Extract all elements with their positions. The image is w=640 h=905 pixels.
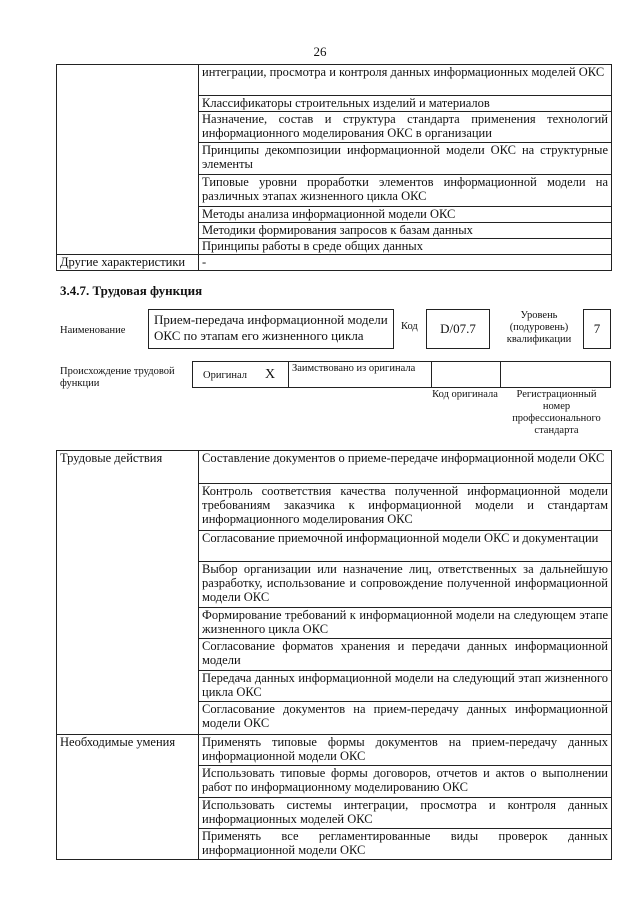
original-label: Оригинал <box>203 370 247 381</box>
table-row: Классификаторы строительных изделий и материалов <box>199 96 612 112</box>
table-row: Методы анализа информационной модели ОКС <box>199 207 612 223</box>
name-label: Наименование <box>60 325 126 336</box>
origin-label: Происхождение трудовой функции <box>60 366 175 389</box>
labor-actions-label: Трудовые действия <box>57 451 199 735</box>
other-characteristics-label: Другие характеристики <box>57 255 199 271</box>
knowledge-table <box>56 64 612 271</box>
table-row: Использовать системы интеграции, просмотра и контроля данных информационных моделей ОКС <box>199 798 612 829</box>
table-row: Назначение, состав и структура стандарта применения технологий информационного моделирования ОКС в организации <box>199 112 612 143</box>
divider <box>431 362 432 387</box>
table-row: Применять типовые формы документов на прием-передачу данных информационной модели ОКС <box>199 735 612 766</box>
original-mark: X <box>265 367 276 382</box>
origin-grid <box>192 361 611 388</box>
table-row: Формирование требований к информационной модели на следующем этапе жизненного цикла ОКС <box>199 608 612 639</box>
table-row: Применять все регламентированные виды проверок данных информационной модели ОКС <box>199 829 612 860</box>
level-label: Уровень (подуровень) квалификации <box>506 310 572 345</box>
reg-number-label: Регистрационный номер профессионального стандарта <box>512 389 601 436</box>
table-label-cell-empty <box>57 65 199 255</box>
code-label: Код <box>401 321 418 332</box>
code-box <box>426 309 490 349</box>
table-row: Методики формирования запросов к базам данных <box>199 223 612 239</box>
table-row: Типовые уровни проработки элементов информационной модели на различных этапах жизненного цикла ОКС <box>199 175 612 207</box>
page-number: 26 <box>313 44 327 59</box>
table-row: Использовать типовые формы договоров, отчетов и актов о выполнении работ по информационному моделированию ОКС <box>199 766 612 798</box>
table-row: Принципы декомпозиции информационной модели ОКС на структурные элементы <box>199 143 612 175</box>
table-row: Контроль соответствия качества полученной информационной модели требованиям заказчика к информационной модели и стандартам информационного моделирования ОКС <box>199 484 612 531</box>
table-row: Выбор организации или назначение лиц, ответственных за дальнейшую разработку, использование и сопровождение полученной информационной модели ОКС <box>199 562 612 608</box>
level-value: 7 <box>593 321 601 336</box>
section-heading: 3.4.7. Трудовая функция <box>60 283 203 298</box>
table-row: Составление документов о приеме-передаче информационной модели ОКС <box>199 451 612 484</box>
other-characteristics-value: - <box>199 255 612 271</box>
function-name-box <box>148 309 394 349</box>
table-row: Согласование форматов хранения и передачи данных информационной модели <box>199 639 612 671</box>
code-value: D/07.7 <box>440 321 476 336</box>
function-name: Прием-передача информационной модели ОКС по этапам его жизненного цикла <box>154 312 388 343</box>
table-row: Согласование документов на прием-передачу данных информационной модели ОКС <box>199 702 612 735</box>
table-row: Принципы работы в среде общих данных <box>199 239 612 255</box>
table-row: интеграции, просмотра и контроля данных информационных моделей ОКС <box>199 65 612 96</box>
table-row: Согласование приемочной информационной модели ОКС и документации <box>199 531 612 562</box>
borrowed-label: Заимствовано из оригинала <box>292 363 416 374</box>
origin-code-label: Код оригинала <box>432 389 498 400</box>
required-skills-label: Необходимые умения <box>57 735 199 860</box>
divider <box>288 362 289 387</box>
divider <box>500 362 501 387</box>
labor-actions-table <box>56 450 612 860</box>
level-box <box>583 309 611 349</box>
table-row: Передача данных информационной модели на следующий этап жизненного цикла ОКС <box>199 671 612 702</box>
